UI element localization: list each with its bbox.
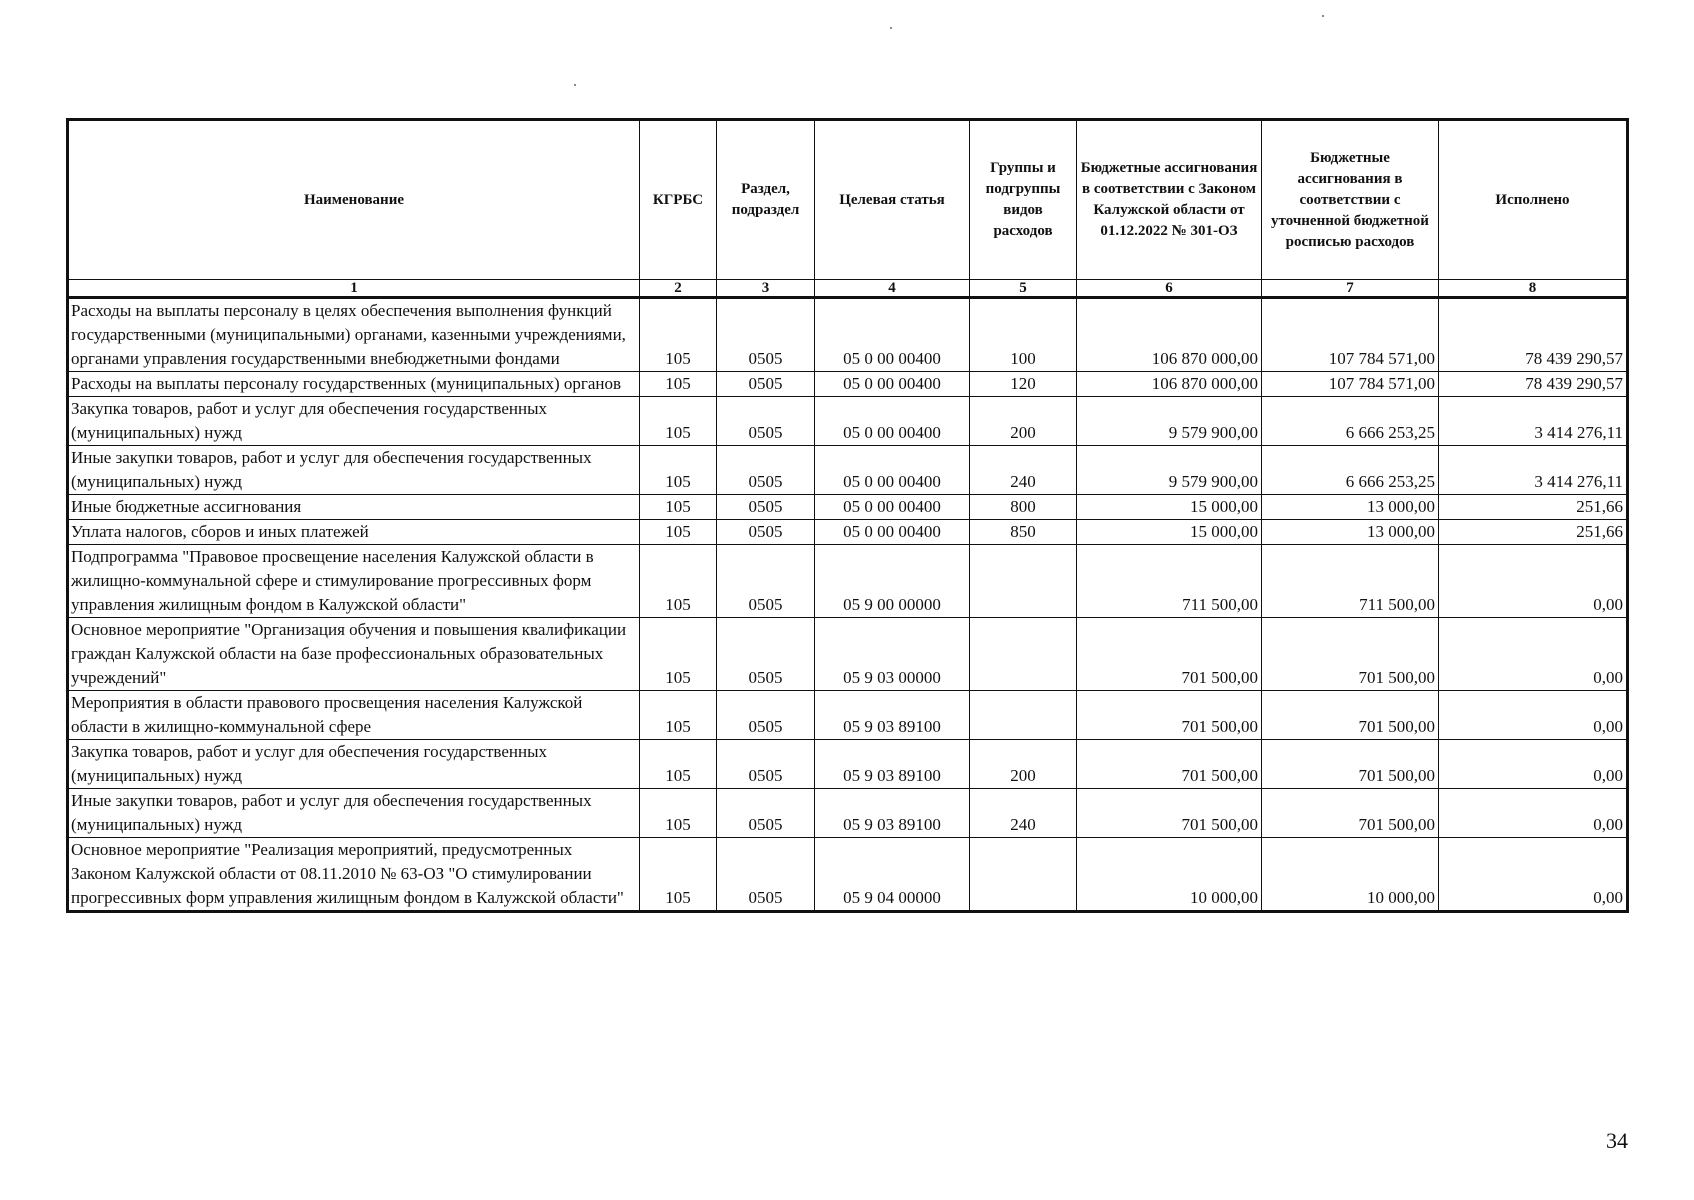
column-number: 4 (815, 280, 970, 298)
cell-kgrbs: 105 (640, 495, 717, 520)
cell-section: 0505 (717, 789, 815, 838)
cell-refined-appropriations: 701 500,00 (1262, 789, 1439, 838)
cell-law-appropriations: 9 579 900,00 (1077, 446, 1262, 495)
cell-refined-appropriations: 701 500,00 (1262, 740, 1439, 789)
cell-target-article: 05 0 00 00400 (815, 397, 970, 446)
cell-target-article: 05 0 00 00400 (815, 298, 970, 372)
column-number-row (68, 280, 1628, 298)
cell-name: Иные закупки товаров, работ и услуг для обеспечения государственных (муниципальных) нужд (68, 789, 640, 838)
cell-expense-group: 100 (970, 298, 1077, 372)
cell-name: Иные бюджетные ассигнования (68, 495, 640, 520)
header-law-appropriations: Бюджетные ассигнования в соответствии с Законом Калужской области от 01.12.2022 № 301-ОЗ (1077, 120, 1262, 280)
cell-target-article: 05 9 00 00000 (815, 545, 970, 618)
cell-expense-group (970, 618, 1077, 691)
table-row (68, 397, 1628, 446)
cell-executed: 0,00 (1439, 838, 1628, 912)
cell-target-article: 05 9 03 00000 (815, 618, 970, 691)
scan-speck (1322, 15, 1324, 17)
column-number: 8 (1439, 280, 1628, 298)
cell-law-appropriations: 701 500,00 (1077, 740, 1262, 789)
cell-section: 0505 (717, 618, 815, 691)
table-row (68, 838, 1628, 912)
header-name: Наименование (68, 120, 640, 280)
cell-law-appropriations: 701 500,00 (1077, 789, 1262, 838)
table-row (68, 495, 1628, 520)
table-row (68, 691, 1628, 740)
cell-expense-group: 240 (970, 446, 1077, 495)
cell-law-appropriations: 701 500,00 (1077, 618, 1262, 691)
cell-kgrbs: 105 (640, 397, 717, 446)
table-row (68, 520, 1628, 545)
table-row (68, 372, 1628, 397)
cell-name: Закупка товаров, работ и услуг для обеспечения государственных (муниципальных) нужд (68, 740, 640, 789)
cell-refined-appropriations: 13 000,00 (1262, 520, 1439, 545)
cell-law-appropriations: 9 579 900,00 (1077, 397, 1262, 446)
cell-target-article: 05 0 00 00400 (815, 520, 970, 545)
cell-kgrbs: 105 (640, 691, 717, 740)
cell-expense-group: 200 (970, 397, 1077, 446)
table-row (68, 618, 1628, 691)
cell-law-appropriations: 15 000,00 (1077, 520, 1262, 545)
cell-executed: 0,00 (1439, 740, 1628, 789)
column-number: 5 (970, 280, 1077, 298)
cell-refined-appropriations: 13 000,00 (1262, 495, 1439, 520)
cell-target-article: 05 0 00 00400 (815, 446, 970, 495)
column-number: 1 (68, 280, 640, 298)
cell-name: Расходы на выплаты персоналу в целях обеспечения выполнения функций государственными (муниципальными) органами, казенными учреждениями, органами управления государственными внебюджетными фондами (68, 298, 640, 372)
cell-law-appropriations: 106 870 000,00 (1077, 298, 1262, 372)
cell-section: 0505 (717, 397, 815, 446)
cell-section: 0505 (717, 740, 815, 789)
cell-section: 0505 (717, 838, 815, 912)
cell-executed: 251,66 (1439, 495, 1628, 520)
column-number: 2 (640, 280, 717, 298)
cell-kgrbs: 105 (640, 545, 717, 618)
cell-expense-group: 800 (970, 495, 1077, 520)
cell-refined-appropriations: 10 000,00 (1262, 838, 1439, 912)
table-row (68, 740, 1628, 789)
cell-refined-appropriations: 107 784 571,00 (1262, 372, 1439, 397)
cell-refined-appropriations: 6 666 253,25 (1262, 397, 1439, 446)
cell-name: Основное мероприятие "Реализация мероприятий, предусмотренных Законом Калужской области от 08.11.2010 № 63-ОЗ "О стимулировании прогрессивных форм управления жилищным фондом в Калужской области" (68, 838, 640, 912)
scan-speck (574, 84, 576, 86)
cell-expense-group (970, 545, 1077, 618)
cell-expense-group (970, 691, 1077, 740)
table-row (68, 789, 1628, 838)
scan-speck (890, 27, 892, 29)
column-number: 7 (1262, 280, 1439, 298)
cell-kgrbs: 105 (640, 446, 717, 495)
cell-kgrbs: 105 (640, 838, 717, 912)
table-row (68, 298, 1628, 372)
cell-executed: 0,00 (1439, 545, 1628, 618)
header-target-article: Целевая статья (815, 120, 970, 280)
cell-kgrbs: 105 (640, 618, 717, 691)
cell-kgrbs: 105 (640, 372, 717, 397)
budget-execution-table (66, 118, 1629, 913)
table-body (68, 298, 1628, 912)
cell-section: 0505 (717, 495, 815, 520)
cell-name: Иные закупки товаров, работ и услуг для обеспечения государственных (муниципальных) нужд (68, 446, 640, 495)
cell-executed: 78 439 290,57 (1439, 298, 1628, 372)
cell-target-article: 05 9 04 00000 (815, 838, 970, 912)
cell-name: Основное мероприятие "Организация обучения и повышения квалификации граждан Калужской области на базе профессиональных образовательных учреждений" (68, 618, 640, 691)
cell-kgrbs: 105 (640, 520, 717, 545)
cell-law-appropriations: 701 500,00 (1077, 691, 1262, 740)
cell-executed: 3 414 276,11 (1439, 446, 1628, 495)
cell-law-appropriations: 711 500,00 (1077, 545, 1262, 618)
header-kgrbs: КГРБС (640, 120, 717, 280)
cell-kgrbs: 105 (640, 789, 717, 838)
cell-expense-group: 200 (970, 740, 1077, 789)
cell-kgrbs: 105 (640, 298, 717, 372)
cell-section: 0505 (717, 691, 815, 740)
cell-expense-group (970, 838, 1077, 912)
cell-executed: 0,00 (1439, 789, 1628, 838)
cell-executed: 0,00 (1439, 618, 1628, 691)
cell-name: Закупка товаров, работ и услуг для обеспечения государственных (муниципальных) нужд (68, 397, 640, 446)
cell-name: Подпрограмма "Правовое просвещение населения Калужской области в жилищно-коммунальной сфере и стимулирование прогрессивных форм управления жилищным фондом в Калужской области" (68, 545, 640, 618)
header-row (68, 120, 1628, 280)
cell-law-appropriations: 15 000,00 (1077, 495, 1262, 520)
cell-kgrbs: 105 (640, 740, 717, 789)
cell-refined-appropriations: 701 500,00 (1262, 691, 1439, 740)
table-row (68, 545, 1628, 618)
cell-target-article: 05 9 03 89100 (815, 740, 970, 789)
header-section: Раздел, подраздел (717, 120, 815, 280)
header-expense-group: Группы и подгруппы видов расходов (970, 120, 1077, 280)
header-executed: Исполнено (1439, 120, 1628, 280)
cell-section: 0505 (717, 372, 815, 397)
table-row (68, 446, 1628, 495)
cell-section: 0505 (717, 520, 815, 545)
cell-executed: 78 439 290,57 (1439, 372, 1628, 397)
cell-law-appropriations: 10 000,00 (1077, 838, 1262, 912)
cell-refined-appropriations: 701 500,00 (1262, 618, 1439, 691)
cell-executed: 251,66 (1439, 520, 1628, 545)
cell-refined-appropriations: 6 666 253,25 (1262, 446, 1439, 495)
cell-law-appropriations: 106 870 000,00 (1077, 372, 1262, 397)
cell-name: Уплата налогов, сборов и иных платежей (68, 520, 640, 545)
cell-expense-group: 850 (970, 520, 1077, 545)
cell-section: 0505 (717, 446, 815, 495)
cell-refined-appropriations: 107 784 571,00 (1262, 298, 1439, 372)
cell-executed: 0,00 (1439, 691, 1628, 740)
cell-target-article: 05 0 00 00400 (815, 495, 970, 520)
cell-section: 0505 (717, 298, 815, 372)
cell-name: Мероприятия в области правового просвещения населения Калужской области в жилищно-коммунальной сфере (68, 691, 640, 740)
cell-refined-appropriations: 711 500,00 (1262, 545, 1439, 618)
cell-target-article: 05 9 03 89100 (815, 789, 970, 838)
cell-expense-group: 120 (970, 372, 1077, 397)
cell-target-article: 05 0 00 00400 (815, 372, 970, 397)
header-refined-appropriations: Бюджетные ассигнования в соответствии с уточненной бюджетной росписью расходов (1262, 120, 1439, 280)
column-number: 3 (717, 280, 815, 298)
cell-expense-group: 240 (970, 789, 1077, 838)
cell-name: Расходы на выплаты персоналу государственных (муниципальных) органов (68, 372, 640, 397)
page-number: 34 (1606, 1128, 1628, 1153)
cell-section: 0505 (717, 545, 815, 618)
cell-executed: 3 414 276,11 (1439, 397, 1628, 446)
cell-target-article: 05 9 03 89100 (815, 691, 970, 740)
column-number: 6 (1077, 280, 1262, 298)
